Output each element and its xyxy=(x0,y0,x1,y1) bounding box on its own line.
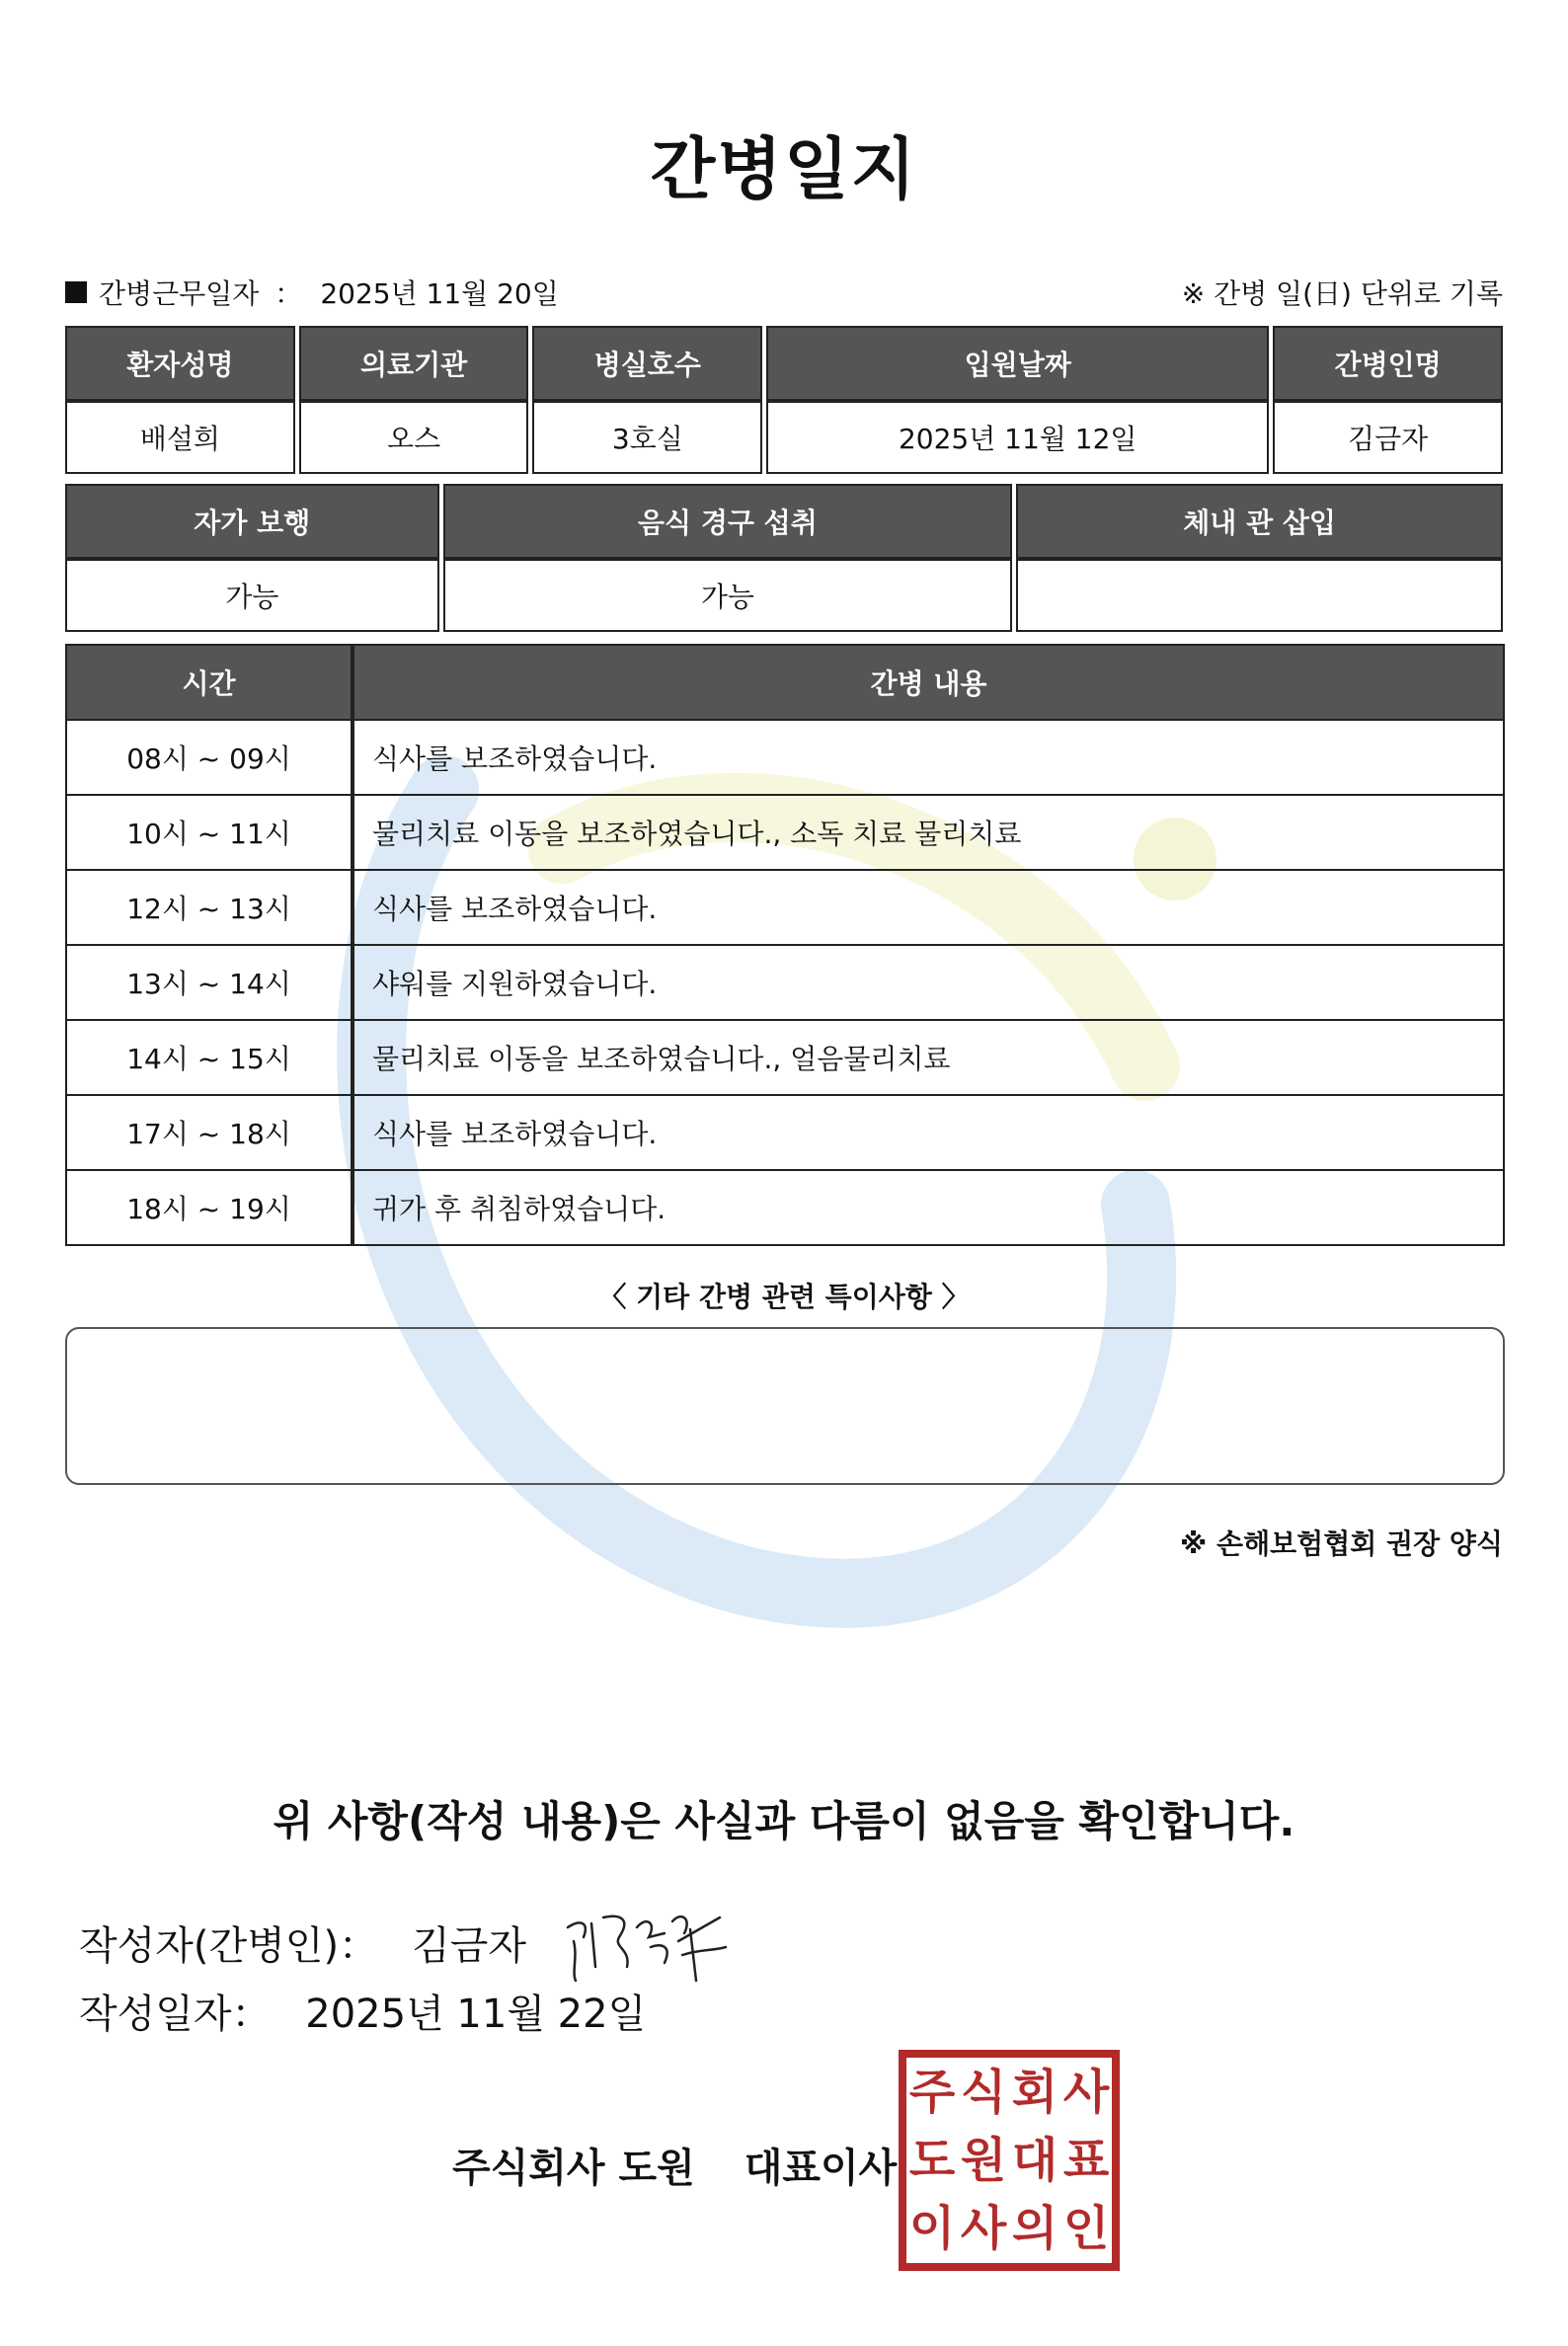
company-name: 주식회사 도원 xyxy=(452,2146,695,2191)
header-time: 시간 xyxy=(66,645,353,720)
caregiver-name: 김금자 xyxy=(1273,401,1503,474)
header-admission-date: 입원날짜 xyxy=(766,326,1269,401)
table-row xyxy=(66,1170,1504,1245)
work-date-label: 간병근무일자 xyxy=(99,277,260,310)
tube-insertion-value xyxy=(1016,559,1503,632)
work-date-colon: ： xyxy=(274,277,303,310)
seal-char: 주 xyxy=(908,2064,956,2120)
company-seal-stamp xyxy=(899,2050,1120,2271)
special-notes-box xyxy=(65,1327,1505,1485)
care-time: 14시 ~ 15시 xyxy=(66,1020,353,1095)
written-date-line xyxy=(79,1983,646,2039)
care-log-header-row xyxy=(66,645,1504,720)
header-tube-insertion: 체내 관 삽입 xyxy=(1016,484,1503,559)
oral-intake-value: 가능 xyxy=(443,559,1013,632)
self-walking-value: 가능 xyxy=(65,559,439,632)
square-bullet-icon xyxy=(65,281,87,303)
seal-char: 표 xyxy=(1062,2132,1110,2188)
document-title: 간병일지 xyxy=(650,131,918,209)
care-content: 식사를 보조하였습니다. xyxy=(353,720,1504,795)
writer-name: 김금자 xyxy=(412,1922,526,1969)
header-room-number: 병실호수 xyxy=(532,326,762,401)
care-time: 12시 ~ 13시 xyxy=(66,870,353,945)
seal-char: 의 xyxy=(1011,2201,1058,2257)
header-self-walking: 자가 보행 xyxy=(65,484,439,559)
company-signature-line xyxy=(452,2137,897,2193)
header-caregiver-name: 간병인명 xyxy=(1273,326,1503,401)
care-content: 물리치료 이동을 보조하였습니다., 소독 치료 물리치료 xyxy=(353,795,1504,870)
header-oral-intake: 음식 경구 섭취 xyxy=(443,484,1013,559)
table-row xyxy=(66,870,1504,945)
special-notes-title: 〈 기타 간병 관련 특이사항 〉 xyxy=(598,1281,970,1313)
seal-char: 회 xyxy=(1011,2064,1058,2120)
care-log-table xyxy=(65,644,1505,1246)
care-content: 샤워를 지원하였습니다. xyxy=(353,945,1504,1020)
table-row xyxy=(66,1020,1504,1095)
patient-info-value-row xyxy=(65,401,1503,474)
seal-char: 사 xyxy=(1062,2064,1110,2120)
care-time: 08시 ~ 09시 xyxy=(66,720,353,795)
writer-label: 작성자(간병인)： xyxy=(79,1922,379,1969)
care-content: 물리치료 이동을 보조하였습니다., 얼음물리치료 xyxy=(353,1020,1504,1095)
handwritten-signature-icon xyxy=(562,1898,740,1987)
record-unit-note: ※ 간병 일(日) 단위로 기록 xyxy=(1181,277,1503,310)
patient-status-table xyxy=(61,484,1507,632)
work-date-line xyxy=(65,273,559,312)
work-date-value: 2025년 11월 20일 xyxy=(320,277,559,310)
care-time: 18시 ~ 19시 xyxy=(66,1170,353,1245)
patient-name: 배설희 xyxy=(65,401,295,474)
writer-line xyxy=(79,1898,740,1987)
written-date-label: 작성일자： xyxy=(79,1992,272,2037)
admission-date: 2025년 11월 12일 xyxy=(766,401,1269,474)
hospital-name: 오스 xyxy=(299,401,529,474)
status-header-row xyxy=(65,484,1503,559)
seal-char: 도 xyxy=(908,2132,956,2188)
written-date-value: 2025년 11월 22일 xyxy=(305,1992,647,2037)
room-number: 3호실 xyxy=(532,401,762,474)
care-time: 17시 ~ 18시 xyxy=(66,1095,353,1170)
table-row xyxy=(66,945,1504,1020)
seal-char: 원 xyxy=(960,2132,1007,2188)
care-time: 13시 ~ 14시 xyxy=(66,945,353,1020)
status-value-row xyxy=(65,559,1503,632)
header-hospital: 의료기관 xyxy=(299,326,529,401)
care-time: 10시 ~ 11시 xyxy=(66,795,353,870)
header-care-content: 간병 내용 xyxy=(353,645,1504,720)
form-source-note: ※ 손해보험협회 권장 양식 xyxy=(1180,1527,1503,1560)
seal-character-grid xyxy=(906,2058,1112,2263)
seal-char: 대 xyxy=(1011,2132,1058,2188)
table-row xyxy=(66,720,1504,795)
header-patient-name: 환자성명 xyxy=(65,326,295,401)
care-content: 식사를 보조하였습니다. xyxy=(353,870,1504,945)
table-row xyxy=(66,795,1504,870)
ceo-title: 대표이사 xyxy=(744,2146,898,2191)
patient-info-header-row xyxy=(65,326,1503,401)
seal-char: 식 xyxy=(960,2064,1007,2120)
patient-info-table xyxy=(61,326,1507,474)
seal-char: 사 xyxy=(960,2201,1007,2257)
seal-char: 인 xyxy=(1062,2201,1110,2257)
confirmation-statement: 위 사항(작성 내용)은 사실과 다름이 없음을 확인합니다. xyxy=(273,1797,1295,1845)
table-row xyxy=(66,1095,1504,1170)
care-content: 식사를 보조하였습니다. xyxy=(353,1095,1504,1170)
seal-char: 이 xyxy=(908,2201,956,2257)
care-content: 귀가 후 취침하였습니다. xyxy=(353,1170,1504,1245)
